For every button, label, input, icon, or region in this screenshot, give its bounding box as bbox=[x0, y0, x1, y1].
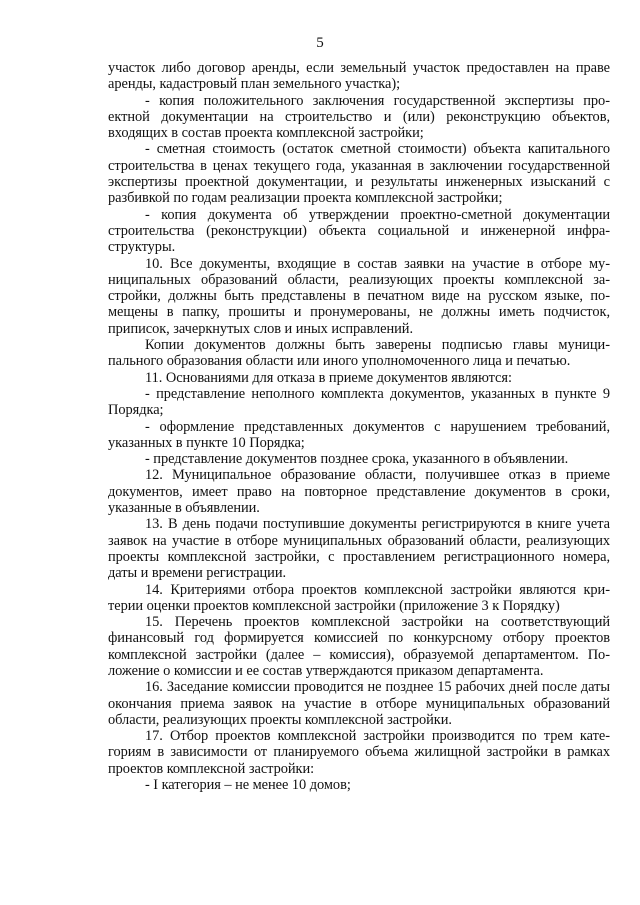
body-text bbox=[108, 60, 610, 793]
paragraph-item-12: 12. Муниципальное образование области, получившее отказ в приеме документов, имеет право на повторное представление документов в сроки, указанные в объявлении. bbox=[108, 467, 610, 517]
paragraph-item-13: 13. В день подачи поступившие документы регистрируются в книге учета заявок на участие в отборе муниципальных образований области, реализующих проекты комплексной застройки, с проставлением регистрационного номера, даты и времени регистрации. bbox=[108, 516, 610, 582]
list-item-incomplete-set: - представление неполного комплекта документов, указанных в пункте 9 Порядка; bbox=[108, 385, 610, 419]
list-item-category-1: - I категория – не менее 10 домов; bbox=[145, 777, 351, 794]
list-item-format-violation: - оформление представленных документов с нарушением требований, указанных в пункте 10 Порядка; bbox=[108, 418, 610, 451]
list-item-approval-document: - копия документа об утверждении проектно-сметной документации строительства (реконструкции) объекта социальной и инженерной инфраструктуры. bbox=[108, 206, 610, 256]
list-item-expertise-copy: - копия положительного заключения государственной экспертизы проектной документации на строительство и (или) реконструкцию объектов, входящих в состав проекта комплексной застройки; bbox=[108, 92, 610, 142]
paragraph-item-15: 15. Перечень проектов комплексной застройки на соответствующий финансовый год формируется комиссией по конкурсному отбору проектов комплексной застройки (далее – комиссия), образуемой департаментом. Положение о комиссии и ее состав утверждаются приказом департамента. bbox=[108, 614, 610, 679]
page-number: 5 bbox=[316, 35, 324, 51]
paragraph-item-11: 11. Основаниями для отказа в приеме документов являются: bbox=[145, 369, 512, 386]
paragraph-item-16: 16. Заседание комиссии проводится не позднее 15 рабочих дней после даты окончания приема заявок на участие в отборе муниципальных образований области, реализующих проекты комплексной застройки. bbox=[108, 679, 610, 728]
paragraph-item-17: 17. Отбор проектов комплексной застройки производится по трем категориям в зависимости от планируемого объема жилищной застройки в рамках проектов комплексной застройки: bbox=[108, 728, 610, 777]
paragraph-land-documents-continued: участок либо договор аренды, если земельный участок предоставлен на праве аренды, кадастровый план земельного участка); bbox=[108, 60, 610, 93]
list-item-late-submission: - представление документов позднее срока, указанного в объявлении. bbox=[145, 451, 569, 468]
list-item-estimated-cost: - сметная стоимость (остаток сметной стоимости) объекта капитального строительства в ценах текущего года, указанная в заключении государственной экспертизы проектной документации, и результаты инженерных изысканий с разбивкой по годам реализации проекта комплексной застройки; bbox=[108, 141, 610, 207]
paragraph-copies-certified: Копии документов должны быть заверены подписью главы муниципального образования области или иного уполномоченного лица и печатью. bbox=[108, 337, 610, 370]
paragraph-item-10: 10. Все документы, входящие в состав заявки на участие в отборе муниципальных образований области, реализующих проекты комплексной застройки, должны быть представлены в печатном виде на русском языке, помещены в папку, прошиты и пронумерованы, не должны иметь подчисток, приписок, зачеркнутых слов и иных исправлений. bbox=[108, 255, 610, 337]
paragraph-item-14: 14. Критериями отбора проектов комплексной застройки являются критерии оценки проектов комплексной застройки (приложение 3 к Порядку) bbox=[108, 581, 610, 614]
